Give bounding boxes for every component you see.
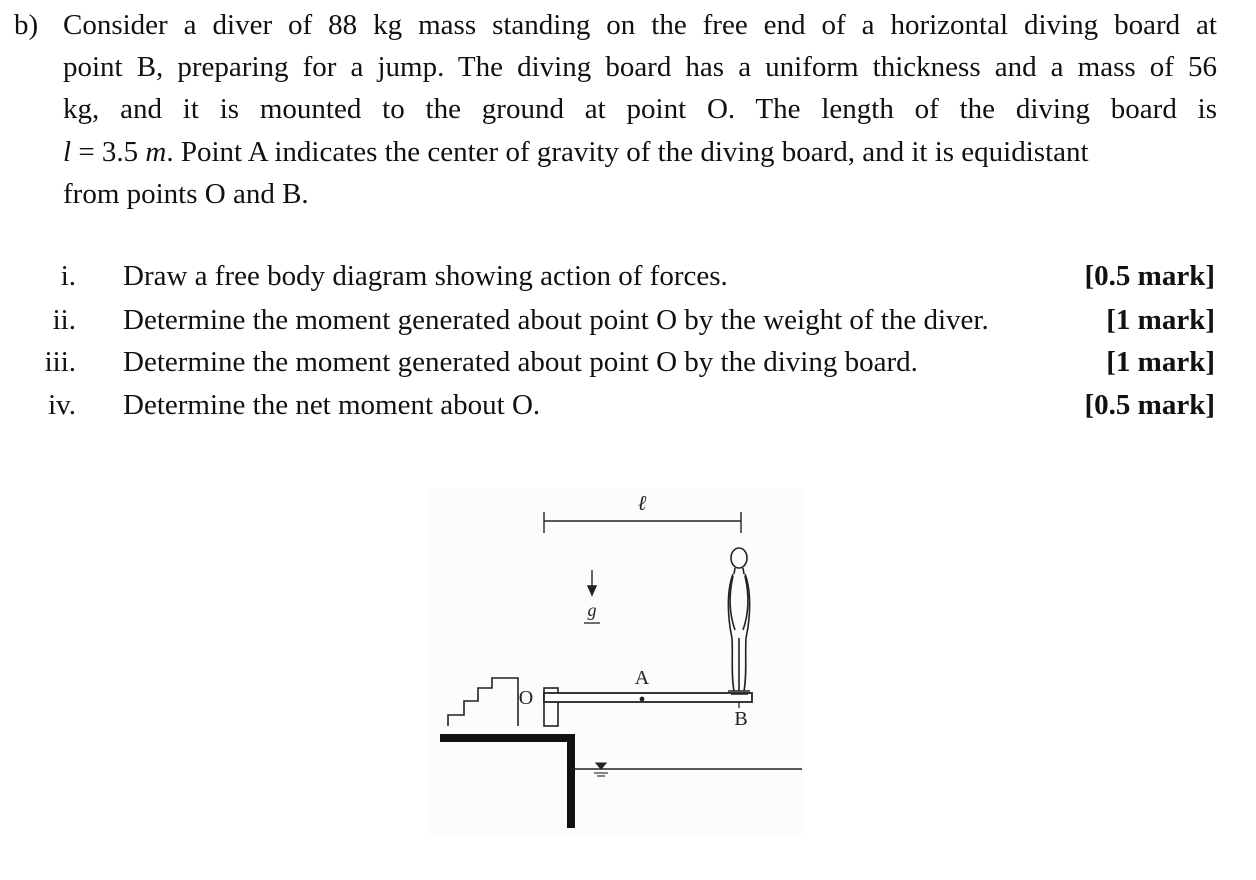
length-equals: = 3.5	[71, 136, 146, 168]
length-label: ℓ	[637, 491, 647, 515]
question-text: Determine the net moment about O.	[123, 389, 541, 421]
question-item	[0, 254, 1256, 298]
problem-line-4-rest: . Point A indicates the center of gravity of the diving board, and it is equidistant	[166, 136, 1089, 168]
question-item	[0, 383, 1256, 427]
diving-board-figure	[430, 488, 803, 836]
gravity-arrow	[588, 570, 596, 595]
diving-board-diagram	[430, 488, 803, 836]
question-text: Determine the moment generated about point O by the diving board.	[123, 346, 918, 378]
length-variable: l	[63, 136, 72, 168]
length-unit: m	[145, 136, 167, 168]
point-a-label: A	[634, 667, 650, 689]
problem-label: b)	[14, 9, 39, 41]
problem-line-2: point B, preparing for a jump. The diving board has a uniform thickness and a mass of 56	[63, 51, 1217, 83]
question-text: Determine the moment generated about point O by the weight of the diver.	[123, 304, 989, 336]
question-mark: [0.5 mark]	[1084, 260, 1215, 292]
question-text: Draw a free body diagram showing action of forces.	[123, 260, 728, 292]
length-dimension	[544, 512, 741, 533]
gravity-label: g	[587, 600, 597, 620]
question-item	[0, 340, 1256, 384]
question-number: ii.	[52, 304, 76, 336]
problem-line-5: from points O and B.	[63, 178, 309, 210]
question-number: iv.	[48, 389, 76, 421]
diving-board	[544, 693, 752, 702]
question-mark: [0.5 mark]	[1084, 389, 1215, 421]
problem-line-3: kg, and it is mounted to the ground at point O. The length of the diving board is	[63, 93, 1217, 125]
question-mark: [1 mark]	[1106, 346, 1215, 378]
point-b-label: B	[734, 708, 748, 730]
stair-steps	[448, 678, 518, 726]
question-mark: [1 mark]	[1106, 304, 1215, 336]
diver-figure	[728, 548, 750, 708]
ground-ledge	[440, 738, 571, 828]
question-number: iii.	[44, 346, 76, 378]
problem-line-4	[63, 131, 1217, 174]
point-o-label: O	[518, 687, 534, 709]
problem-line-1: Consider a diver of 88 kg mass standing on the free end of a horizontal diving board at	[63, 9, 1217, 41]
center-of-gravity-marker	[640, 697, 645, 702]
question-number: i.	[60, 260, 76, 292]
question-item	[0, 298, 1256, 342]
